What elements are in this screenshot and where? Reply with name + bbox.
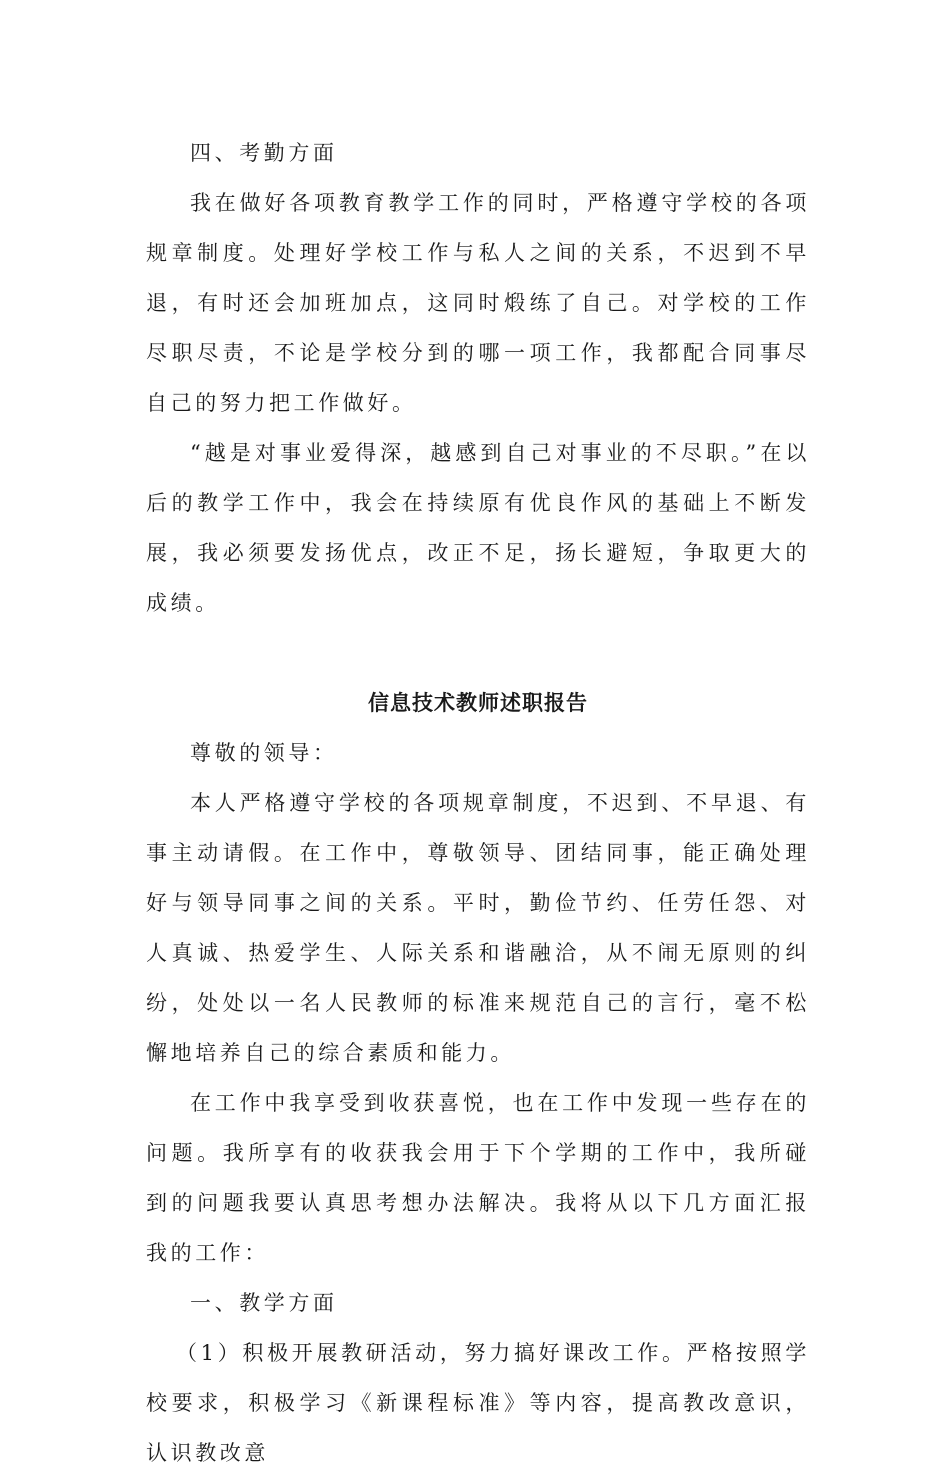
report-paragraph-1: 本人严格遵守学校的各项规章制度，不迟到、不早退、有事主动请假。在工作中，尊敬领导、团结同事，能正确处理好与领导同事之间的关系。平时，勤俭节约、任劳任怨、对人真诚、热爱学生、人际关系和谐融洽，从不闹无原则的纠纷，处处以一名人民教师的标准来规范自己的言行，毫不松懈地培养自己的综合素质和能力。 [146, 791, 810, 1065]
report-salutation: 尊敬的领导： [190, 741, 338, 765]
section-four-paragraph-1: 我在做好各项教育教学工作的同时，严格遵守学校的各项规章制度。处理好学校工作与私人之间的关系，不迟到不早退，有时还会加班加点，这同时煅练了自己。对学校的工作尽职尽责，不论是学校分到的哪一项工作，我都配合同事尽自己的努力把工作做好。 [146, 191, 810, 415]
section-spacer [146, 628, 810, 678]
document-body [146, 128, 810, 1478]
section-one-heading: 一、教学方面 [190, 1291, 338, 1315]
section-four-paragraph-2: “越是对事业爱得深，越感到自己对事业的不尽职。”在以后的教学工作中，我会在持续原有优良作风的基础上不断发展，我必须要发扬优点，改正不足，扬长避短，争取更大的成绩。 [146, 441, 810, 615]
teaching-item-1: （1）积极开展教研活动，努力搞好课改工作。严格按照学校要求，积极学习《新课程标准》等内容，提高教改意识，认识教改意 [146, 1341, 810, 1465]
report-paragraph-2: 在工作中我享受到收获喜悦，也在工作中发现一些存在的问题。我所享有的收获我会用于下个学期的工作中，我所碰到的问题我要认真思考想办法解决。我将从以下几方面汇报我的工作： [146, 1091, 810, 1265]
section-four-heading: 四、考勤方面 [190, 141, 338, 165]
report-title: 信息技术教师述职报告 [368, 690, 588, 715]
